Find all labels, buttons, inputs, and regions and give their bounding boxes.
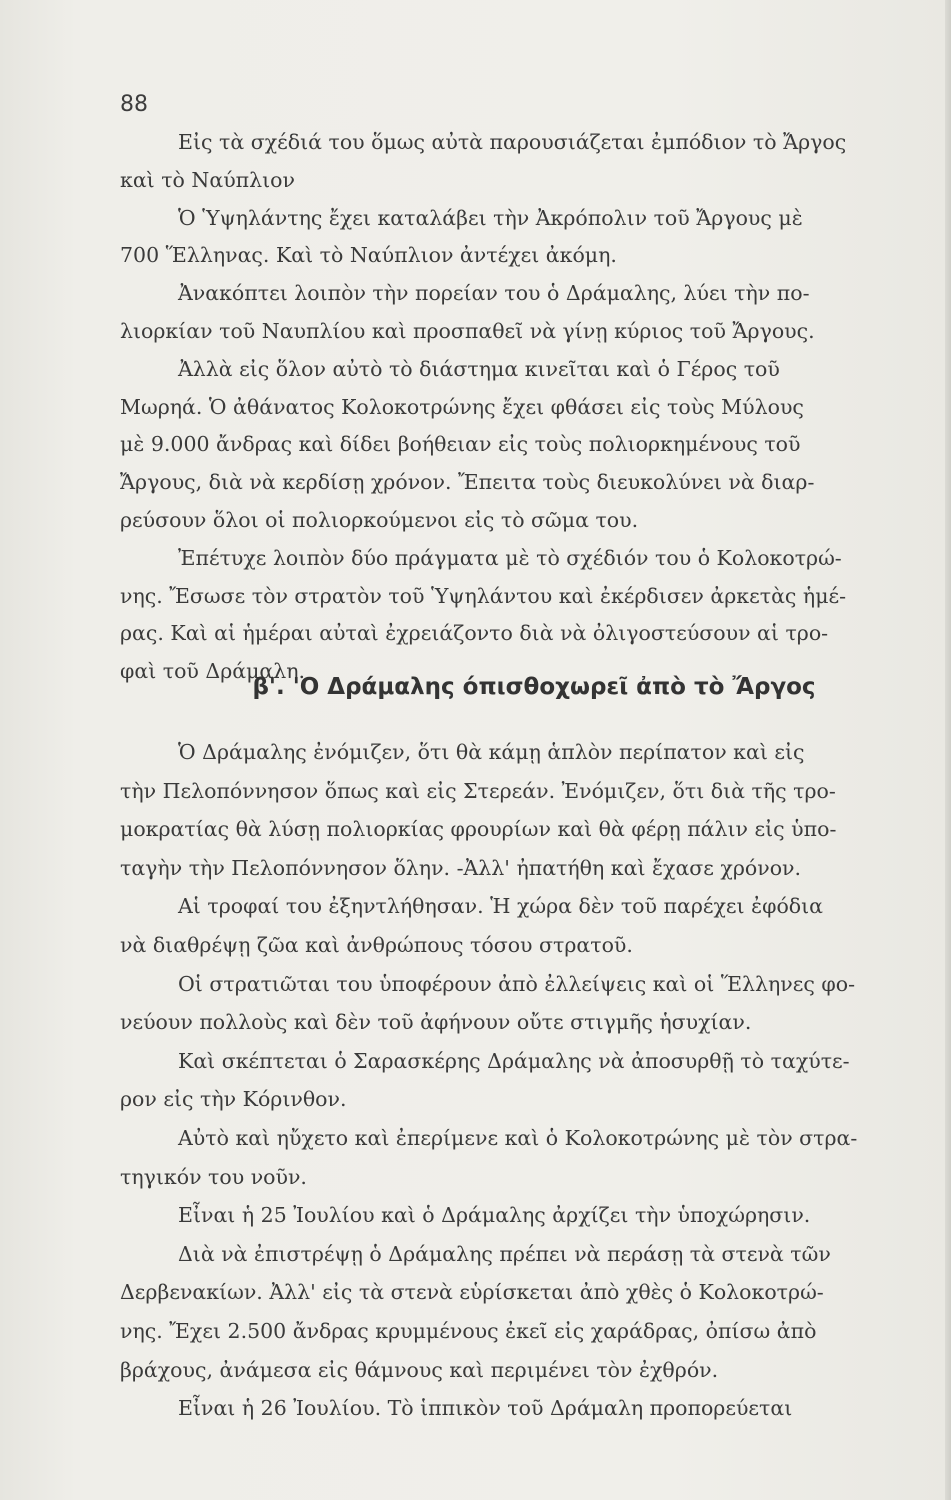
text-line: μὲ 9.000 ἄνδρας καὶ δίδει βοήθειαν εἰς τοὺς πολιορκημένους τοῦ — [120, 432, 801, 457]
text-line: Καὶ σκέπτεται ὁ Σαρασκέρης Δράμαλης νὰ ἀποσυρθῇ τὸ ταχύτε- — [178, 1048, 850, 1073]
text-line: Διὰ νὰ ἐπιστρέψῃ ὁ Δράμαλης πρέπει νὰ περάσῃ τὰ στενὰ τῶν — [178, 1241, 831, 1266]
text-line: νεύουν πολλοὺς καὶ δὲν τοῦ ἀφήνουν οὔτε στιγμῆς ἡσυχίαν. — [120, 1010, 752, 1035]
text-line: Εἶναι ἡ 25 Ἰουλίου καὶ ὁ Δράμαλης ἀρχίζει τὴν ὑποχώρησιν. — [178, 1203, 811, 1228]
text-line: καὶ τὸ Ναύπλιον — [120, 167, 295, 192]
text-line: μοκρατίας θὰ λύσῃ πολιορκίας φρουρίων καὶ θὰ φέρῃ πάλιν εἰς ὑπο- — [120, 817, 837, 842]
text-line: ρας. Καὶ αἱ ἡμέραι αὐταὶ ἐχρειάζοντο διὰ νὰ ὀλιγοστεύσουν αἱ τρο- — [120, 621, 829, 646]
text-line: Ἐπέτυχε λοιπὸν δύο πράγματα μὲ τὸ σχέδιόν του ὁ Κολοκοτρώ- — [178, 545, 842, 570]
body-text-part-1 — [120, 124, 948, 691]
text-line: Δερβενακίων. Ἀλλ' εἰς τὰ στενὰ εὑρίσκεται ἀπὸ χθὲς ὁ Κολοκοτρώ- — [120, 1280, 824, 1305]
text-line: ρεύσουν ὅλοι οἱ πολιορκούμενοι εἰς τὸ σῶμα του. — [120, 507, 639, 532]
text-line: 700 Ἕλληνας. Καὶ τὸ Ναύπλιον ἀντέχει ἀκόμη. — [120, 243, 617, 268]
text-line: Ὁ Δράμαλης ἐνόμιζεν, ὅτι θὰ κάμῃ ἁπλὸν περίπατον καὶ εἰς — [178, 740, 805, 764]
text-line: Εἶναι ἡ 26 Ἰουλίου. Τὸ ἱππικὸν τοῦ Δράμαλη προπορεύεται — [178, 1396, 793, 1421]
text-line: λιορκίαν τοῦ Ναυπλίου καὶ προσπαθεῖ νὰ γίνῃ κύριος τοῦ Ἄργους. — [120, 318, 815, 343]
text-line: ρον εἰς τὴν Κόρινθον. — [120, 1087, 347, 1112]
text-line: Οἱ στρατιῶται του ὑποφέρουν ἀπὸ ἐλλείψεις καὶ οἱ Ἕλληνες φο- — [178, 971, 856, 996]
text-line: Εἰς τὰ σχέδιά του ὅμως αὐτὰ παρουσιάζεται ἐμπόδιον τὸ Ἄργος — [178, 130, 847, 154]
section-heading: β'. 'Ο Δράμαλης όπισθοχωρεῖ ἀπὸ τὸ Ἄργος — [252, 674, 816, 700]
page-number: 88 — [120, 92, 148, 117]
text-line: τηγικόν του νοῦν. — [120, 1164, 307, 1189]
text-line: Ἀνακόπτει λοιπὸν τὴν πορείαν του ὁ Δράμαλης, λύει τὴν πο- — [178, 281, 810, 306]
text-line: Ἄργους, διὰ νὰ κερδίσῃ χρόνον. Ἔπειτα τοὺς διευκολύνει νὰ διαρ- — [120, 470, 815, 495]
text-line: νὰ διαθρέψῃ ζῶα καὶ ἀνθρώπους τόσου στρατοῦ. — [120, 932, 633, 957]
text-line: Μωρηά. Ὁ ἀθάνατος Κολοκοτρώνης ἔχει φθάσει εἰς τοὺς Μύλους — [120, 394, 804, 419]
text-line: ταγὴν τὴν Πελοπόννησον ὅλην. -Ἀλλ' ἠπατήθη καὶ ἔχασε χρόνον. — [120, 855, 802, 880]
text-line: Αἱ τροφαί του ἐξηντλήθησαν. Ἡ χώρα δὲν τοῦ παρέχει ἐφόδια — [178, 894, 824, 919]
text-line: φαὶ τοῦ Δράμαλη. — [120, 659, 306, 684]
body-text-part-2 — [120, 733, 948, 1428]
text-line: βράχους, ἀνάμεσα εἰς θάμνους καὶ περιμένει τὸν ἐχθρόν. — [120, 1357, 719, 1382]
text-line: Αὐτὸ καὶ ηὔχετο καὶ ἐπερίμενε καὶ ὁ Κολοκοτρώνης μὲ τὸν στρα- — [178, 1125, 858, 1150]
text-line: νης. Ἔχει 2.500 ἄνδρας κρυμμένους ἐκεῖ εἰς χαράδρας, ὀπίσω ἀπὸ — [120, 1318, 817, 1343]
text-line: νης. Ἔσωσε τὸν στρατὸν τοῦ Ὑψηλάντου καὶ ἐκέρδισεν ἀρκετὰς ἡμέ- — [120, 583, 847, 608]
text-line: τὴν Πελοπόννησον ὅπως καὶ εἰς Στερεάν. Ἐνόμιζεν, ὅτι διὰ τῆς τρο- — [120, 778, 836, 803]
text-line: Ὁ Ὑψηλάντης ἔχει καταλάβει τὴν Ἀκρόπολιν τοῦ Ἄργους μὲ — [178, 205, 803, 230]
text-line: Ἀλλὰ εἰς ὅλον αὐτὸ τὸ διάστημα κινεῖται καὶ ὁ Γέρος τοῦ — [178, 356, 780, 381]
